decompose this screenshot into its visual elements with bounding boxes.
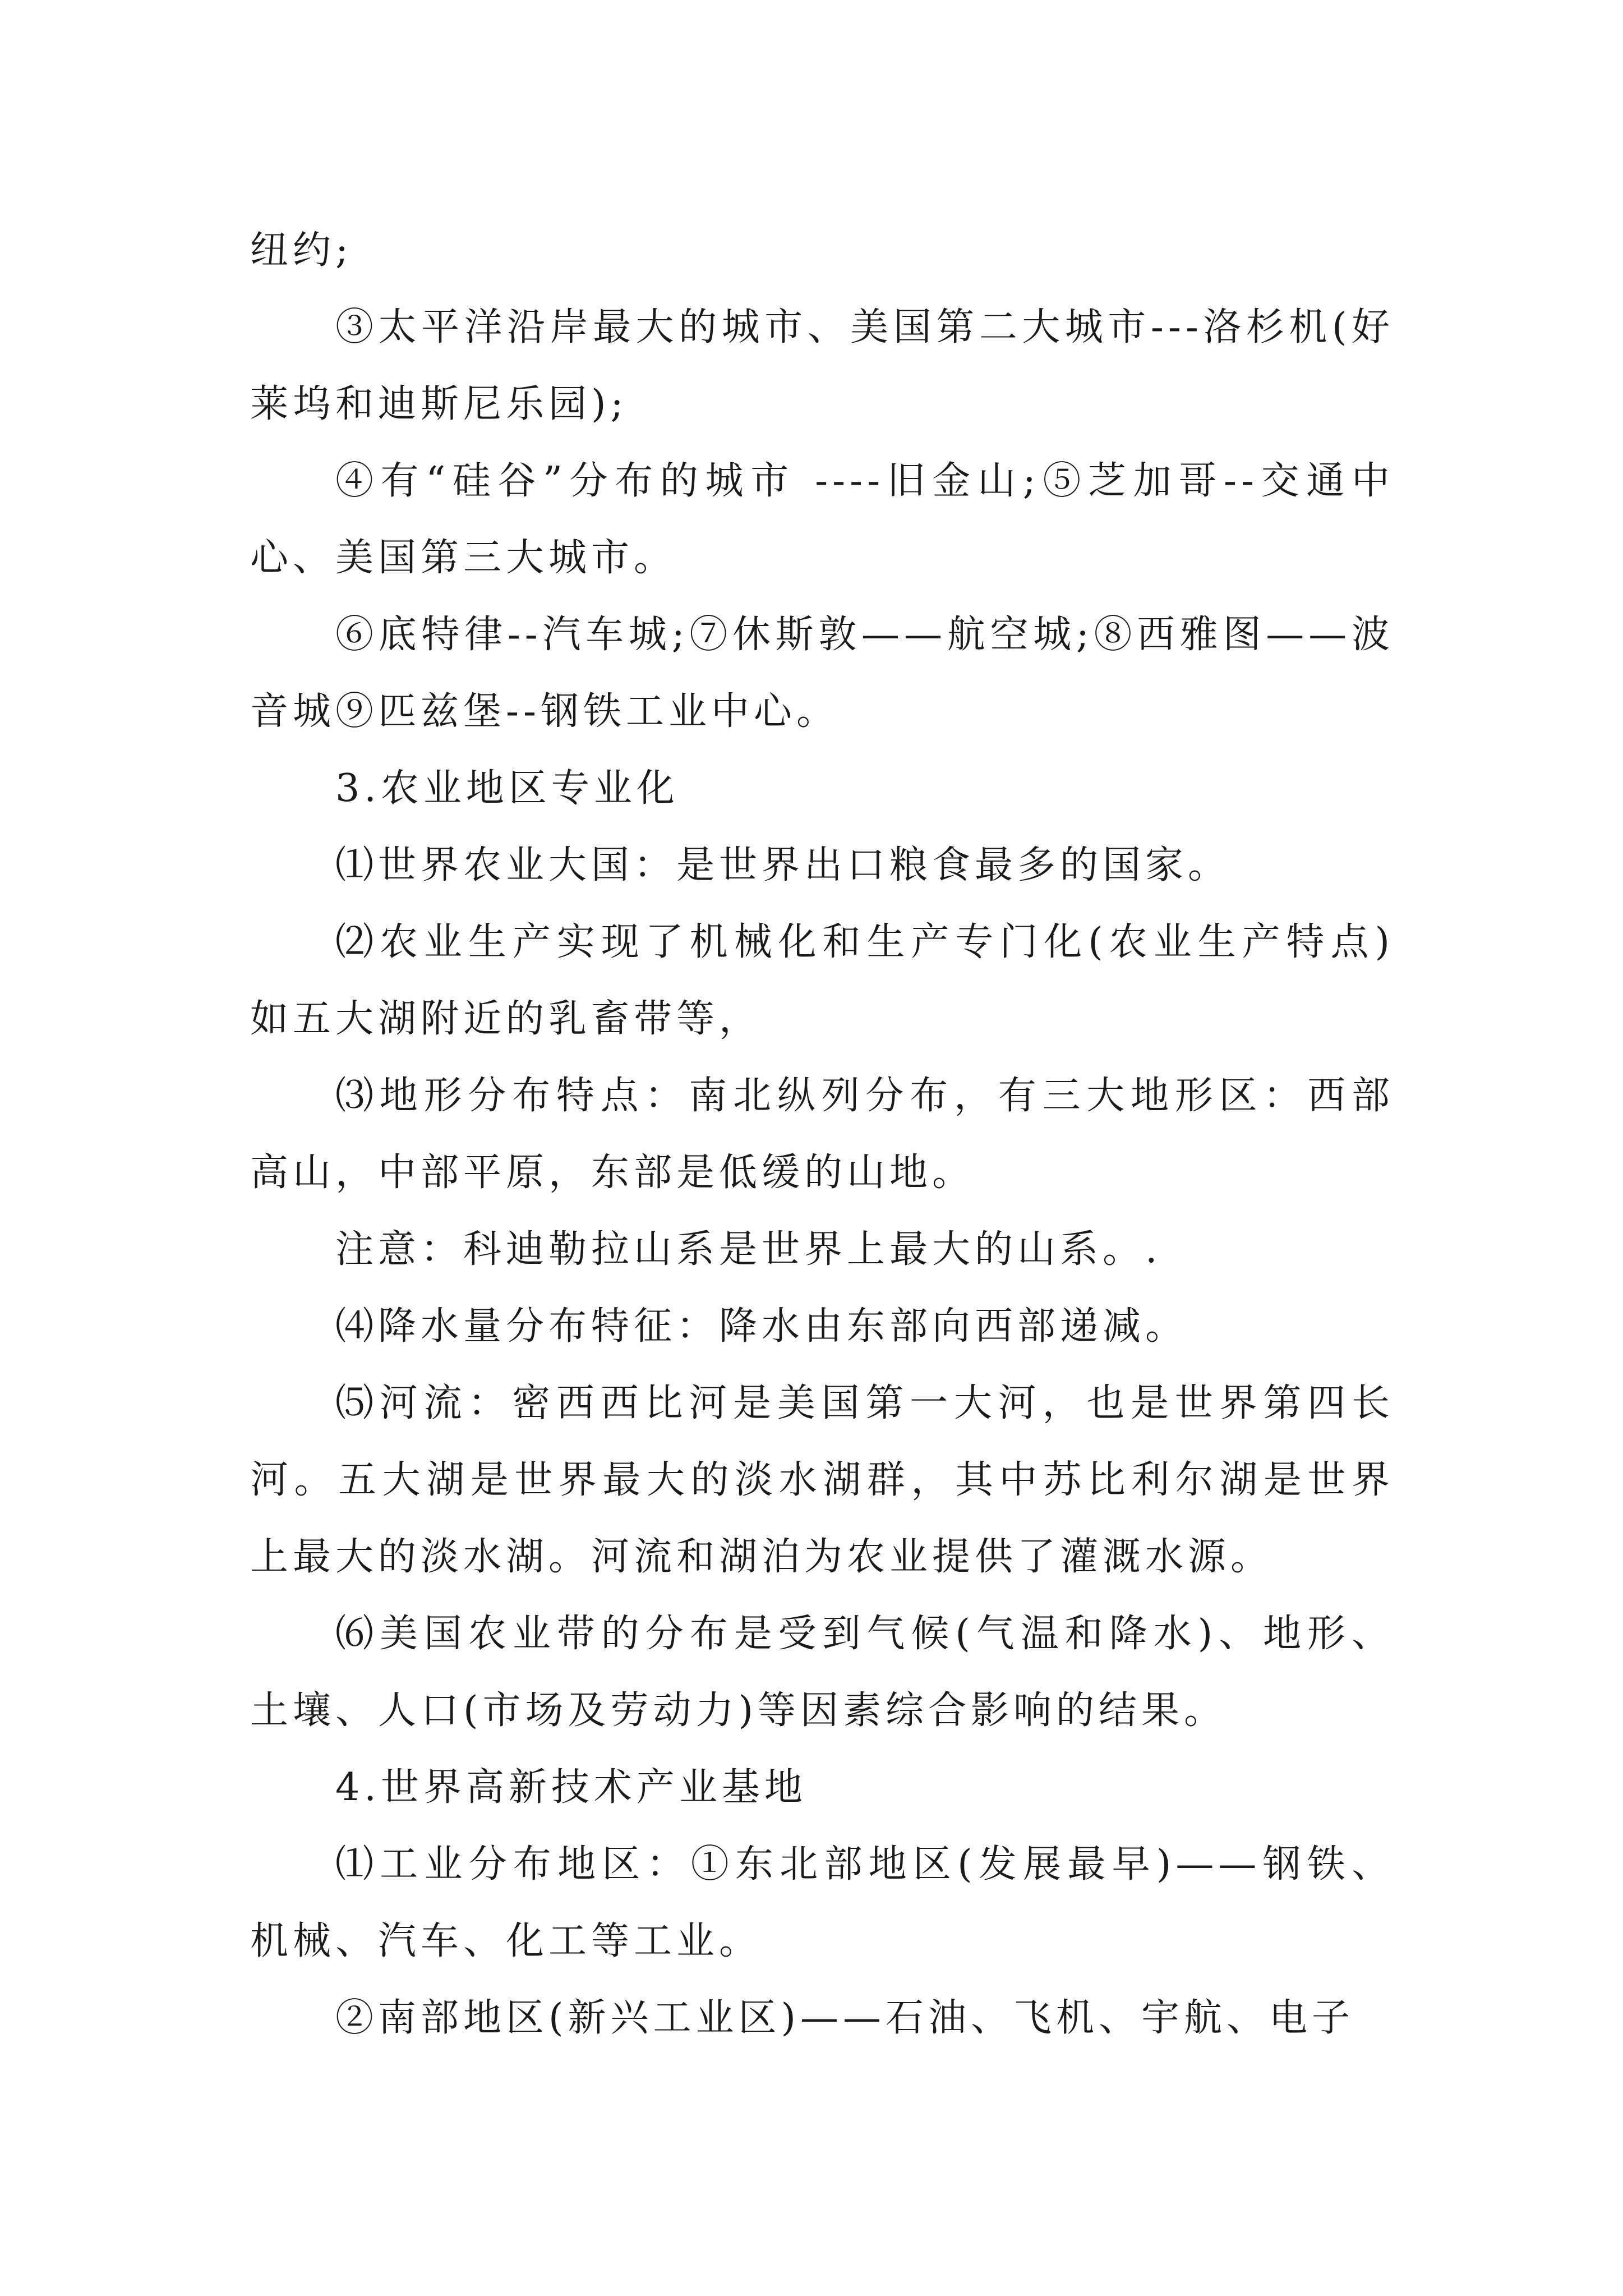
- paragraph-san-francisco-chicago: ④有“硅谷”分布的城市 ----旧金山;⑤芝加哥--交通中心、美国第三大城市。: [250, 459, 1394, 580]
- section-heading-high-tech: 4.世界高新技术产业基地: [335, 1765, 807, 1810]
- paragraph-northeast-industry: ⑴工业分布地区：①东北部地区(发展最早)——钢铁、机械、汽车、化工等工业。: [250, 1842, 1394, 1963]
- paragraph-los-angeles: ③太平洋沿岸最大的城市、美国第二大城市---洛杉机(好莱坞和迪斯尼乐园);: [250, 305, 1394, 426]
- paragraph-rivers-lakes: ⑸河流：密西西比河是美国第一大河，也是世界第四长河。五大湖是世界最大的淡水湖群，其中苏比利尔湖是世界上最大的淡水湖。河流和湖泊为农业提供了灌溉水源。: [250, 1381, 1394, 1579]
- paragraph-industrial-cities: ⑥底特律--汽车城;⑦休斯敦——航空城;⑧西雅图——波音城⑨匹兹堡--钢铁工业中心。: [250, 613, 1394, 734]
- section-heading-agriculture: 3.农业地区专业化: [335, 766, 679, 811]
- paragraph-agricultural-belts: ⑹美国农业带的分布是受到气候(气温和降水)、地形、土壤、人口(市场及劳动力)等因素综合影响的结果。: [250, 1612, 1394, 1733]
- paragraph-mechanization: ⑵农业生产实现了机械化和生产专门化(农业生产特点)如五大湖附近的乳畜带等，: [250, 920, 1394, 1041]
- document-body: [250, 212, 1394, 2056]
- paragraph-note-cordillera: 注意：科迪勒拉山系是世界上最大的山系。.: [335, 1227, 1162, 1272]
- paragraph-new-york: 纽约;: [250, 228, 353, 273]
- paragraph-terrain: ⑶地形分布特点：南北纵列分布，有三大地形区：西部高山，中部平原，东部是低缓的山地。: [250, 1074, 1394, 1195]
- paragraph-precipitation: ⑷降水量分布特征：降水由东部向西部递减。: [335, 1304, 1188, 1349]
- paragraph-agriculture-power: ⑴世界农业大国：是世界出口粮食最多的国家。: [335, 843, 1231, 887]
- paragraph-south-industry: ②南部地区(新兴工业区)——石油、飞机、宇航、电子: [335, 1996, 1355, 2040]
